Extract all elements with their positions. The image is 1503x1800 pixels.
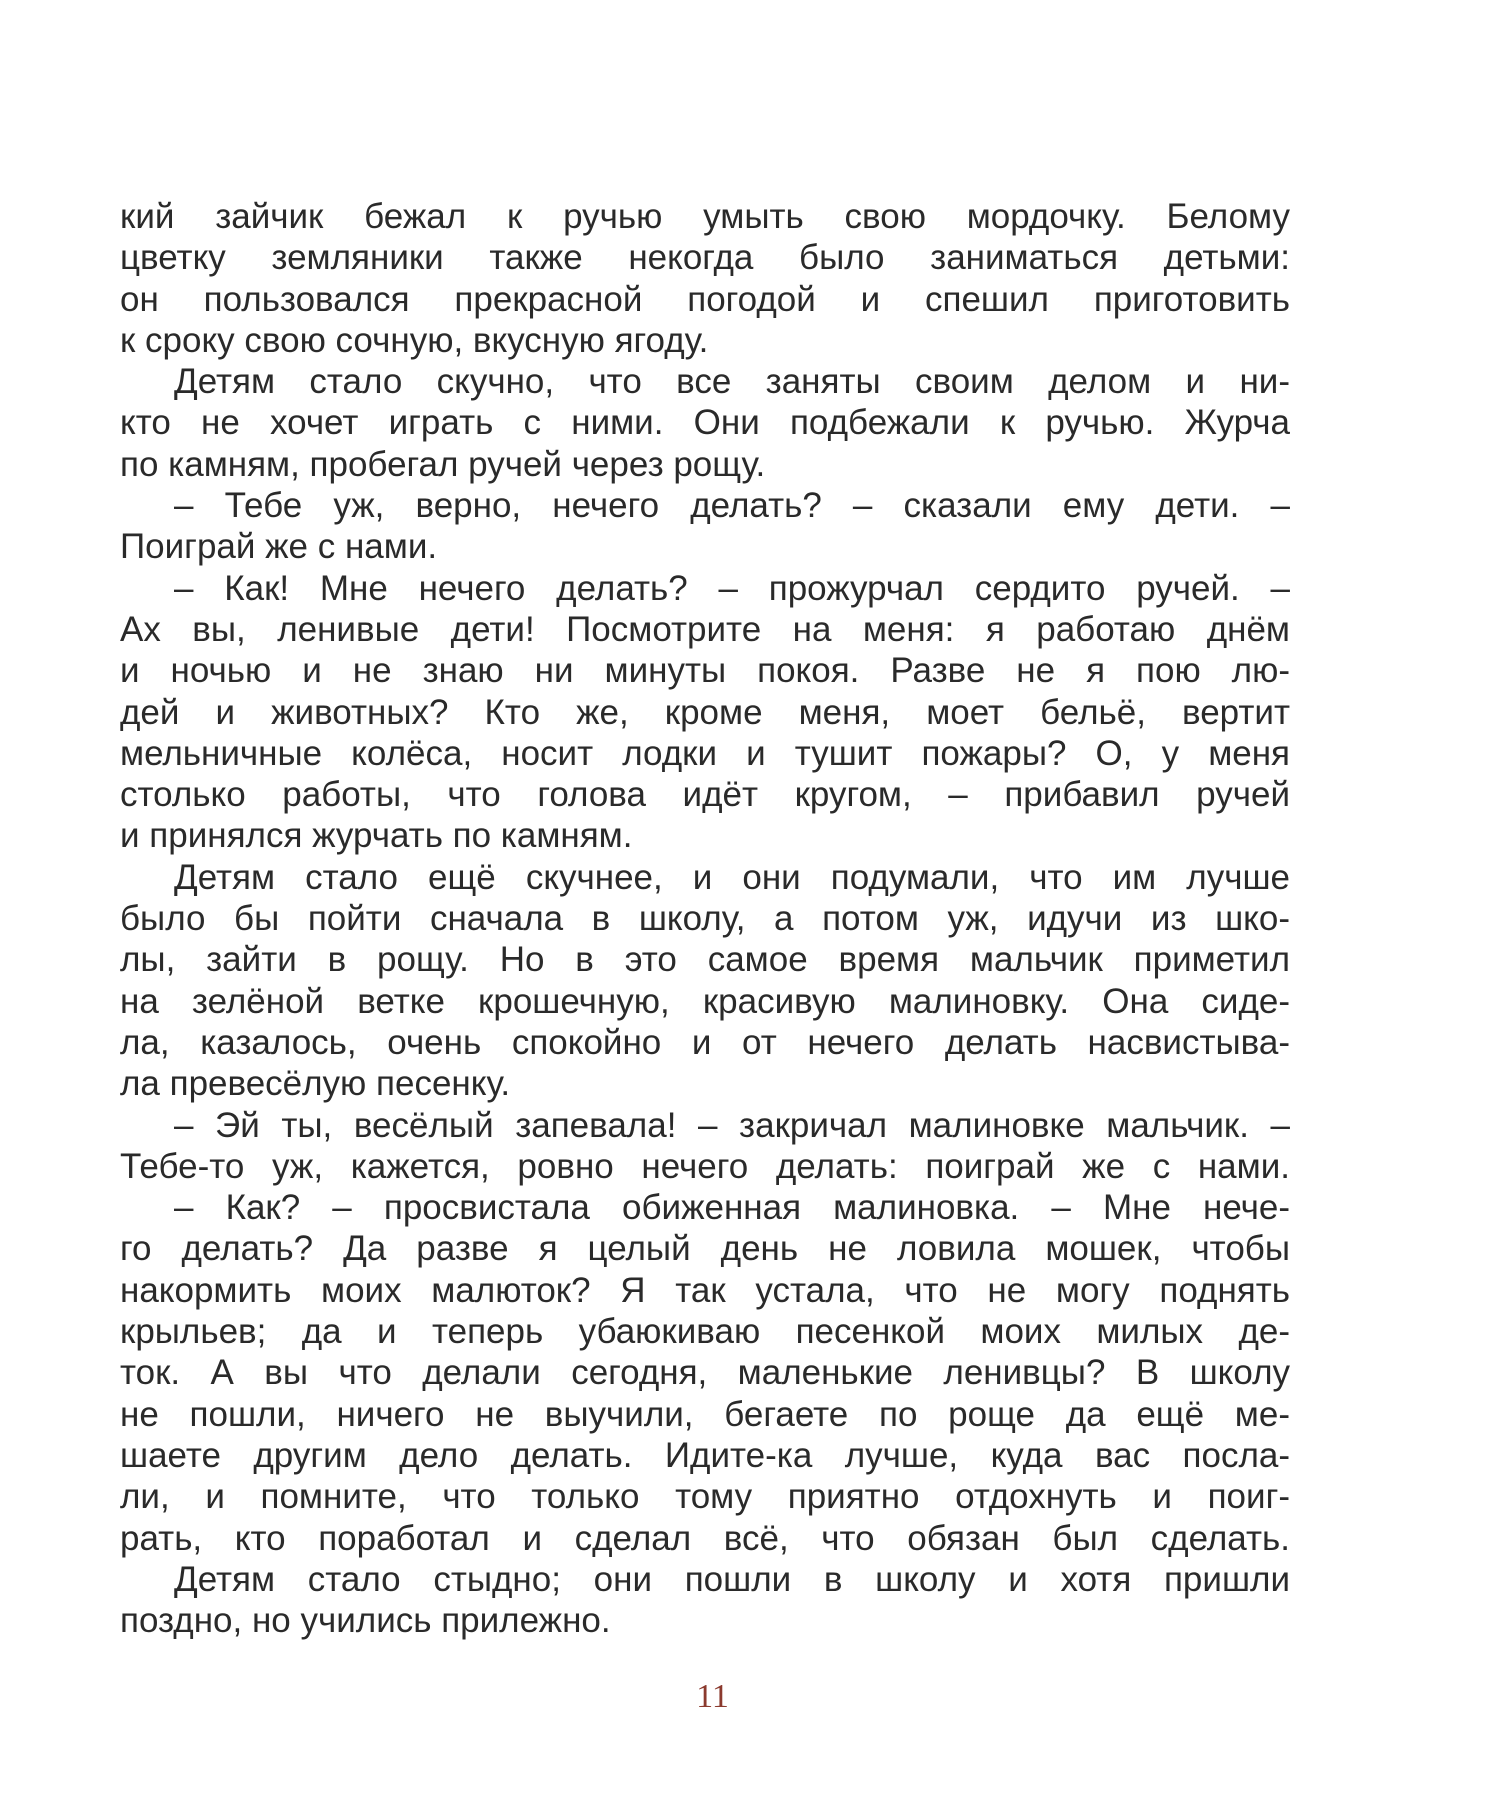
text-line: кто не хочет играть с ними. Они подбежали к ручью. Журча (120, 403, 1290, 443)
text-line: столько работы, что голова идёт кругом, – прибавил ручей (120, 775, 1290, 815)
text-line: – Эй ты, весёлый запевала! – закричал малиновке мальчик. – (174, 1105, 1290, 1145)
text-line: го делать? Да разве я целый день не ловила мошек, чтобы (120, 1229, 1290, 1269)
text-line: он пользовался прекрасной погодой и спешил приготовить (120, 279, 1290, 319)
text-line: на зелёной ветке крошечную, красивую малиновку. Она сиде- (120, 981, 1290, 1021)
text-line: цветку земляники также некогда было заниматься детьми: (120, 238, 1290, 278)
text-line: Детям стало стыдно; они пошли в школу и хотя пришли (174, 1559, 1290, 1599)
text-line: кий зайчик бежал к ручью умыть свою мордочку. Белому (120, 197, 1290, 236)
text-line: ла превесёлую песенку. (120, 1064, 511, 1104)
text-line: – Как! Мне нечего делать? – прожурчал сердито ручей. – (174, 568, 1290, 608)
text-line: Тебе-то уж, кажется, ровно нечего делать: поиграй же с нами. (120, 1146, 1290, 1186)
text-line: лы, зайти в рощу. Но в это самое время мальчик приметил (120, 940, 1290, 980)
text-line: ли, и помните, что только тому приятно отдохнуть и поиг- (120, 1477, 1290, 1517)
text-line: поздно, но учились прилежно. (120, 1601, 611, 1641)
text-line: Поиграй же с нами. (120, 527, 438, 567)
page-number: 11 (696, 1678, 729, 1715)
text-line: ток. А вы что делали сегодня, маленькие ленивцы? В школу (120, 1353, 1290, 1393)
text-line: не пошли, ничего не выучили, бегаете по роще да ещё ме- (120, 1394, 1290, 1434)
text-line: ла, казалось, очень спокойно и от нечего делать насвистыва- (120, 1022, 1290, 1062)
text-line: к сроку свою сочную, вкусную ягоду. (120, 320, 709, 360)
text-line: – Тебе уж, верно, нечего делать? – сказали ему дети. – (174, 486, 1290, 526)
text-line: шаете другим дело делать. Идите-ка лучше, куда вас посла- (120, 1435, 1290, 1475)
text-line: и ночью и не знаю ни минуты покоя. Разве не я пою лю- (120, 651, 1290, 691)
text-line: Детям стало ещё скучнее, и они подумали, что им лучше (174, 857, 1290, 897)
text-line: и принялся журчать по камням. (120, 816, 633, 856)
text-line: накормить моих малюток? Я так устала, что не могу поднять (120, 1270, 1290, 1310)
text-line: мельничные колёса, носит лодки и тушит пожары? О, у меня (120, 733, 1290, 773)
text-line: по камням, пробегал ручей через рощу. (120, 444, 766, 484)
text-line: крыльев; да и теперь убаюкиваю песенкой моих милых де- (120, 1312, 1290, 1352)
text-line: Детям стало скучно, что все заняты своим делом и ни- (174, 362, 1290, 402)
body-text (120, 196, 1290, 1641)
text-line: было бы пойти сначала в школу, а потом уж, идучи из шко- (120, 899, 1290, 939)
text-line: – Как? – просвистала обиженная малиновка. – Мне нече- (174, 1188, 1290, 1228)
text-line: Ах вы, ленивые дети! Посмотрите на меня: я работаю днём (120, 609, 1290, 649)
text-line: рать, кто поработал и сделал всё, что обязан был сделать. (120, 1518, 1290, 1558)
text-line: дей и животных? Кто же, кроме меня, моет бельё, вертит (120, 692, 1290, 732)
